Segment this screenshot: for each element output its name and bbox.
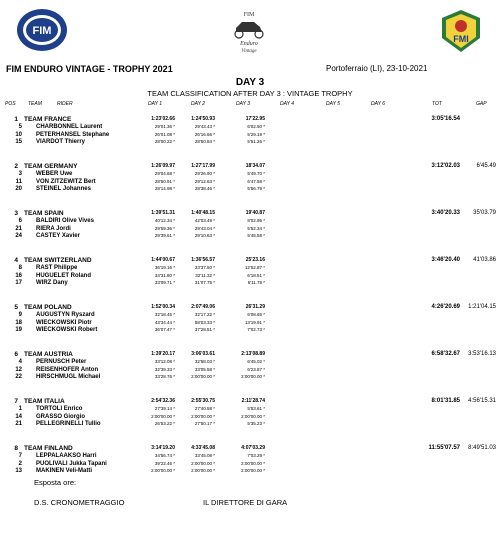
rider-number: 4 bbox=[18, 359, 22, 365]
rider-name: MAKINEN Veli-Matti bbox=[36, 468, 93, 474]
race-director-signature-label: IL DIRETTORE DI GARA bbox=[203, 498, 288, 507]
team-day3: 25'23.16 bbox=[245, 257, 265, 263]
team-day3: 2:11'28.74 bbox=[241, 398, 265, 404]
rider-number: 16 bbox=[15, 272, 22, 279]
rider-day3: 8'02.95 * bbox=[247, 218, 265, 223]
rider-name: WIECKOWSKI Piotr bbox=[36, 319, 92, 326]
rider-day3: 2:00'00.00 * bbox=[241, 413, 265, 419]
rider-number: 10 bbox=[15, 131, 22, 138]
team-day3: 26'31.29 bbox=[245, 304, 265, 310]
rider-day1: 39'22.46 * bbox=[154, 460, 175, 466]
team-name: TEAM ITALIA bbox=[24, 398, 65, 405]
rider-day1: 36'07.47 * bbox=[154, 327, 175, 332]
rider-row bbox=[0, 265, 500, 273]
rider-number: 8 bbox=[18, 265, 22, 271]
rider-name: TORTOLI Enrico bbox=[36, 406, 83, 412]
rider-name: AUGUSTYN Ryszard bbox=[36, 312, 95, 318]
rider-number: 21 bbox=[15, 225, 22, 232]
rider-day2: 29'43.43 * bbox=[194, 124, 215, 129]
team-name: TEAM POLAND bbox=[24, 304, 72, 311]
team-day1: 1:52'00.34 bbox=[151, 304, 175, 310]
rider-day3: 6'02.50 * bbox=[247, 124, 265, 129]
rider-day2: 29'43.04 * bbox=[194, 225, 215, 231]
team-day2: 1:24'50.93 bbox=[191, 116, 215, 122]
rider-day2: 37'28.51 * bbox=[194, 327, 215, 332]
rider-number: 18 bbox=[15, 319, 22, 326]
rider-name: WIECKOWSKI Robert bbox=[36, 327, 98, 333]
rider-name: PERNUSCH Peter bbox=[36, 359, 87, 365]
rider-day1: 2:00'00.00 * bbox=[151, 468, 175, 473]
rider-day3: 5'29.19 * bbox=[247, 131, 265, 137]
enduro-vintage-logo bbox=[226, 8, 272, 54]
rider-day3: 6'11.78 * bbox=[247, 280, 265, 285]
col-day2: DAY 2 bbox=[191, 101, 205, 107]
rider-name: RIERA Jordi bbox=[36, 225, 71, 232]
rider-row bbox=[0, 124, 500, 132]
team-total: 6:58'32.67 bbox=[431, 351, 460, 357]
team-name: TEAM SWITZERLAND bbox=[24, 257, 92, 264]
rider-number: 22 bbox=[15, 374, 22, 380]
rider-day2: 33'05.58 * bbox=[194, 366, 215, 372]
team-gap: 8:49'51.03 bbox=[468, 445, 496, 451]
col-team: TEAM bbox=[28, 101, 42, 107]
team-block-italia bbox=[0, 398, 500, 436]
team-day3: 2:13'08.89 bbox=[241, 351, 265, 357]
rider-row bbox=[0, 226, 500, 234]
rider-day2: 27'50.17 * bbox=[194, 421, 215, 426]
rider-day3: 13'19.91 * bbox=[244, 319, 265, 325]
rider-row bbox=[0, 139, 500, 147]
team-position: 8 bbox=[14, 445, 18, 452]
rider-day3: 5'35.23 * bbox=[247, 421, 265, 426]
rider-row bbox=[0, 461, 500, 469]
team-block-austria bbox=[0, 351, 500, 389]
rider-day3: 6'23.87 * bbox=[247, 366, 265, 372]
team-position: 4 bbox=[14, 257, 18, 264]
fmi-logo bbox=[438, 8, 484, 54]
rider-number: 7 bbox=[18, 453, 22, 459]
rider-day2: 27'40.58 * bbox=[194, 406, 215, 411]
rider-day3: 6'18.51 * bbox=[247, 272, 265, 278]
team-row bbox=[0, 116, 500, 124]
rider-row bbox=[0, 414, 500, 422]
team-row bbox=[0, 210, 500, 218]
fim-logo bbox=[16, 8, 68, 52]
team-name: TEAM AUSTRIA bbox=[24, 351, 73, 358]
team-position: 6 bbox=[14, 351, 18, 358]
rider-day2: 31'07.75 * bbox=[194, 280, 215, 285]
rider-day1: 33'12.08 * bbox=[154, 359, 175, 364]
rider-number: 11 bbox=[15, 178, 22, 185]
rider-day2: 2:00'00.00 * bbox=[191, 413, 215, 419]
team-row bbox=[0, 445, 500, 453]
rider-row bbox=[0, 320, 500, 328]
rider-row bbox=[0, 327, 500, 335]
rider-number: 12 bbox=[15, 366, 22, 373]
rider-day1: 28'00.22 * bbox=[154, 139, 175, 144]
team-gap: 6'45.49 bbox=[476, 163, 496, 169]
rider-day2: 32'58.03 * bbox=[194, 359, 215, 364]
col-gap: GAP bbox=[476, 101, 487, 107]
svg-text:FIM: FIM bbox=[32, 25, 52, 37]
rider-day1: 34'56.74 * bbox=[154, 453, 175, 458]
logo-bar bbox=[0, 8, 500, 58]
rider-number: 21 bbox=[15, 421, 22, 427]
team-day2: 1:40'48.15 bbox=[191, 210, 215, 216]
rider-day3: 5'53.61 * bbox=[247, 406, 265, 411]
rider-name: HUGUELET Roland bbox=[36, 272, 91, 279]
col-tot: TOT bbox=[432, 101, 442, 107]
rider-name: HIRSCHMUGL Michael bbox=[36, 374, 101, 380]
rider-day3: 6'08.65 * bbox=[247, 312, 265, 317]
rider-day2: 2:00'00.00 * bbox=[191, 374, 215, 379]
col-day6: DAY 6 bbox=[371, 101, 385, 107]
rider-number: 6 bbox=[18, 218, 22, 224]
col-day3: DAY 3 bbox=[236, 101, 250, 107]
rider-name: CHARBONNEL Laurent bbox=[36, 124, 103, 130]
rider-name: PELLEGRINELLI Tullio bbox=[36, 421, 101, 427]
rider-row bbox=[0, 359, 500, 367]
rider-day2: 26'16.66 * bbox=[194, 131, 215, 137]
team-total: 3:05'16.54 bbox=[431, 116, 460, 122]
team-row bbox=[0, 257, 500, 265]
rider-day3: 12'52.87 * bbox=[244, 265, 265, 270]
col-day4: DAY 4 bbox=[280, 101, 294, 107]
rider-day2: 33'45.08 * bbox=[194, 453, 215, 458]
svg-text:FMI: FMI bbox=[453, 34, 469, 44]
rider-day1: 28'14.98 * bbox=[154, 186, 175, 191]
rider-day1: 2:00'00.00 * bbox=[151, 413, 175, 419]
classification-table bbox=[0, 116, 500, 492]
rider-day2: 32'17.22 * bbox=[194, 312, 215, 317]
rider-row bbox=[0, 453, 500, 461]
rider-day3: 5'45.58 * bbox=[247, 233, 265, 238]
team-name: TEAM FRANCE bbox=[24, 116, 72, 123]
rider-number: 15 bbox=[15, 139, 22, 145]
rider-day1: 43'34.44 * bbox=[154, 319, 175, 325]
rider-number: 9 bbox=[18, 312, 22, 318]
rider-day1: 28'50.91 * bbox=[154, 178, 175, 184]
team-day2: 4:33'45.08 bbox=[191, 445, 215, 451]
posted-time-label: Esposta ore: bbox=[34, 478, 77, 487]
team-total: 11:55'07.57 bbox=[428, 445, 460, 451]
team-total: 3:46'20.40 bbox=[431, 257, 460, 263]
svg-text:Vintage: Vintage bbox=[241, 49, 257, 54]
team-day1: 1:39'20.17 bbox=[151, 351, 175, 357]
team-gap: 3:53'16.13 bbox=[468, 351, 496, 357]
team-day1: 1:23'02.66 bbox=[151, 116, 175, 122]
rider-number: 14 bbox=[15, 413, 22, 420]
rider-name: VON ZITZEWITZ Bert bbox=[36, 178, 96, 185]
rider-day1: 27'39.14 * bbox=[154, 406, 175, 411]
team-block-switzerland bbox=[0, 257, 500, 295]
rider-name: WEBER Uwe bbox=[36, 171, 73, 177]
rider-row bbox=[0, 421, 500, 429]
team-row bbox=[0, 351, 500, 359]
team-gap: 1:21'04.15 bbox=[468, 304, 496, 310]
team-row bbox=[0, 304, 500, 312]
rider-row bbox=[0, 186, 500, 194]
rider-row bbox=[0, 280, 500, 288]
rider-day2: 28'50.84 * bbox=[194, 139, 215, 144]
col-pos: POS bbox=[5, 101, 16, 107]
team-gap: 41'03.86 bbox=[473, 257, 496, 263]
rider-name: PUOLIVALI Jukka Tapani bbox=[36, 460, 107, 467]
rider-name: REISENHOFER Anton bbox=[36, 366, 99, 373]
rider-day3: 5'51.26 * bbox=[247, 139, 265, 144]
rider-number: 17 bbox=[15, 280, 22, 286]
team-day1: 3:14'19.20 bbox=[151, 445, 175, 451]
rider-row bbox=[0, 468, 500, 476]
team-day1: 1:44'00.67 bbox=[151, 257, 175, 263]
rider-day1: 26'53.22 * bbox=[154, 421, 175, 426]
rider-day1: 29'39.61 * bbox=[154, 233, 175, 238]
rider-day1: 32'39.33 * bbox=[154, 366, 175, 372]
rider-day1: 40'12.34 * bbox=[154, 218, 175, 223]
rider-day1: 32'18.45 * bbox=[154, 312, 175, 317]
team-position: 1 bbox=[14, 116, 18, 123]
rider-day3: 6'47.58 * bbox=[247, 178, 265, 184]
rider-number: 2 bbox=[18, 460, 22, 467]
team-day3: 4:07'03.29 bbox=[241, 445, 265, 451]
team-day3: 17'22.95 bbox=[245, 116, 265, 122]
svg-text:FIM: FIM bbox=[243, 12, 255, 18]
rider-name: VIARDOT Thierry bbox=[36, 139, 86, 145]
rider-day2: 28'38.46 * bbox=[194, 186, 215, 191]
team-day2: 2:55'30.75 bbox=[191, 398, 215, 404]
rider-day3: 5'49.70 * bbox=[247, 171, 265, 176]
team-block-poland bbox=[0, 304, 500, 342]
team-total: 3:40'20.33 bbox=[431, 210, 460, 216]
rider-day2: 2:00'00.00 * bbox=[191, 460, 215, 466]
rider-day2: 58'03.33 * bbox=[194, 319, 215, 325]
team-name: TEAM GERMANY bbox=[24, 163, 78, 170]
rider-day3: 5'56.79 * bbox=[247, 186, 265, 191]
rider-day2: 32'11.32 * bbox=[195, 272, 215, 278]
classification-subtitle: TEAM CLASSIFICATION AFTER DAY 3 : VINTAGE TROPHY bbox=[147, 89, 353, 98]
team-day1: 1:39'51.31 bbox=[151, 210, 175, 216]
team-day2: 1:27'17.99 bbox=[191, 163, 215, 169]
rider-row bbox=[0, 233, 500, 241]
team-name: TEAM FINLAND bbox=[24, 445, 73, 452]
rider-day3: 2:00'00.00 * bbox=[241, 460, 265, 466]
team-gap: 4:56'15.31 bbox=[468, 398, 496, 404]
rider-number: 13 bbox=[15, 468, 22, 474]
rider-number: 20 bbox=[15, 186, 22, 192]
col-rider: RIDER bbox=[57, 101, 73, 107]
rider-day3: 2:00'00.00 * bbox=[241, 374, 265, 379]
rider-number: 24 bbox=[15, 233, 22, 239]
rider-name: WIRZ Dany bbox=[36, 280, 68, 286]
team-day2: 1:36'56.57 bbox=[191, 257, 215, 263]
svg-text:Enduro: Enduro bbox=[240, 41, 258, 47]
rider-row bbox=[0, 406, 500, 414]
team-day3: 19'40.87 bbox=[245, 210, 265, 216]
rider-number: 5 bbox=[18, 124, 22, 130]
team-day2: 3:06'03.61 bbox=[191, 351, 215, 357]
team-total: 8:01'31.85 bbox=[431, 398, 460, 404]
column-headers bbox=[0, 101, 500, 111]
team-gap: 35'03.79 bbox=[473, 210, 496, 216]
team-row bbox=[0, 398, 500, 406]
document-title: FIM ENDURO VINTAGE - TROPHY 2021 bbox=[6, 64, 173, 74]
rider-day1: 29'59.36 * bbox=[154, 225, 175, 231]
rider-day3: 5'52.34 * bbox=[247, 225, 265, 231]
rider-number: 1 bbox=[18, 406, 22, 412]
rider-number: 19 bbox=[15, 327, 22, 333]
rider-day1: 34'31.80 * bbox=[154, 272, 175, 278]
rider-day2: 29'26.90 * bbox=[194, 171, 215, 176]
col-day5: DAY 5 bbox=[326, 101, 340, 107]
rider-number: 3 bbox=[18, 171, 22, 177]
rider-row bbox=[0, 312, 500, 320]
col-day1: DAY 1 bbox=[148, 101, 162, 107]
rider-name: RAST Philippe bbox=[36, 265, 78, 271]
rider-day2: 29'12.63 * bbox=[194, 178, 215, 184]
rider-day2: 29'10.63 * bbox=[194, 233, 215, 238]
rider-day3: 2:00'00.00 * bbox=[241, 468, 265, 473]
rider-row bbox=[0, 218, 500, 226]
rider-day1: 29'01.36 * bbox=[154, 124, 175, 129]
team-row bbox=[0, 163, 500, 171]
team-position: 5 bbox=[14, 304, 18, 311]
location-date: Portoferraio (LI), 23-10-2021 bbox=[326, 64, 428, 73]
rider-day1: 26'01.08 * bbox=[154, 131, 175, 137]
rider-day2: 2:00'00.00 * bbox=[191, 468, 215, 473]
rider-day1: 33'09.71 * bbox=[154, 280, 175, 285]
rider-name: BALDIRI Olive Vives bbox=[36, 218, 94, 224]
team-day1: 1:26'09.97 bbox=[151, 163, 175, 169]
team-position: 2 bbox=[14, 163, 18, 170]
rider-day3: 7'02.73 * bbox=[247, 327, 265, 332]
rider-name: GRASSO Giorgio bbox=[36, 413, 86, 420]
rider-row bbox=[0, 273, 500, 281]
rider-day1: 33'28.76 * bbox=[154, 374, 175, 379]
team-block-spain bbox=[0, 210, 500, 248]
team-day2: 2:07'49.06 bbox=[191, 304, 215, 310]
team-total: 3:12'02.03 bbox=[431, 163, 460, 169]
rider-day3: 6'45.02 * bbox=[247, 359, 265, 364]
rider-name: CASTEY Xavier bbox=[36, 233, 80, 239]
rider-day2: 42'03.48 * bbox=[194, 218, 215, 223]
rider-day1: 36'19.16 * bbox=[154, 265, 175, 270]
rider-row bbox=[0, 367, 500, 375]
rider-day2: 33'37.50 * bbox=[194, 265, 215, 270]
rider-name: LEPPALAAKSO Harri bbox=[36, 453, 97, 459]
rider-row bbox=[0, 132, 500, 140]
team-position: 3 bbox=[14, 210, 18, 217]
team-position: 7 bbox=[14, 398, 18, 405]
rider-row bbox=[0, 179, 500, 187]
team-name: TEAM SPAIN bbox=[24, 210, 64, 217]
team-day3: 18'34.07 bbox=[245, 163, 265, 169]
team-day1: 2:54'32.36 bbox=[151, 398, 175, 404]
rider-day3: 7'03.29 * bbox=[247, 453, 265, 458]
team-total: 4:26'20.69 bbox=[431, 304, 460, 310]
rider-row bbox=[0, 374, 500, 382]
rider-name: STEINEL Johannes bbox=[36, 186, 91, 192]
rider-row bbox=[0, 171, 500, 179]
rider-day1: 29'04.68 * bbox=[154, 171, 175, 176]
team-block-germany bbox=[0, 163, 500, 201]
rider-name: PETERHANSEL Stephane bbox=[36, 131, 110, 138]
day-heading: DAY 3 bbox=[235, 77, 265, 88]
team-block-france bbox=[0, 116, 500, 154]
timekeeping-signature-label: D.S. CRONOMETRAGGIO bbox=[34, 498, 125, 507]
